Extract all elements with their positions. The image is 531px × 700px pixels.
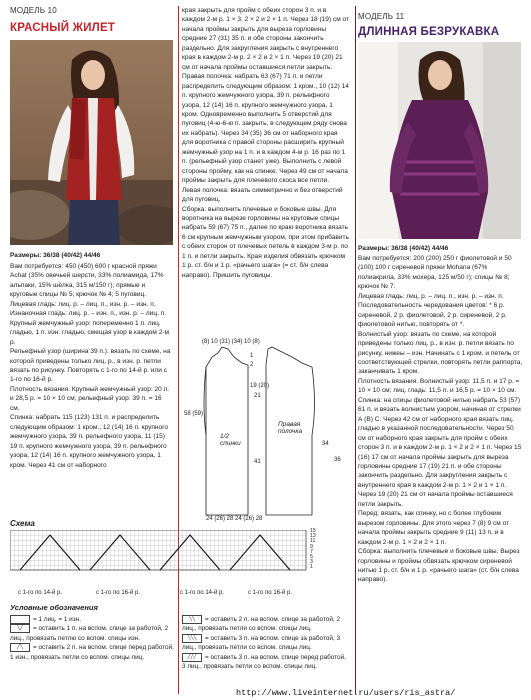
model10-materials: Вам потребуется: 450 (450) 600 г красной пряжи Achat (35% овечьей шерсти, 33% полиамида, 17% альпаки, 15% шёлка, 315 м/150 г); прямые и круговые спицы № 5; крючок № 4; 5 пуговиц.: [10, 263, 164, 299]
legend-right: [182, 615, 350, 671]
scheme-bottom-1: с 1-го по 14-й р.: [18, 590, 63, 596]
model10-left-col: [10, 262, 173, 470]
cable-symbol-2: ╱╲: [10, 643, 30, 652]
model11-stockinette: Лицевая гладь: лиц. р. – лиц. п., изн. р. – изн. п.: [358, 292, 504, 300]
model11-photo: [358, 42, 521, 239]
knit-symbol: [10, 615, 30, 624]
pattern-dim-2: 2: [250, 362, 254, 368]
row-1: 1: [310, 564, 313, 571]
model10-moss: Крупный жемчужный узор: попеременно 1 п. лиц. гладью, 1 п. изн. гладью, смещая узор в каждом 2-м р.: [10, 319, 170, 346]
model11-title: ДЛИННАЯ БЕЗРУКАВКА: [358, 26, 500, 38]
model10-right-front: Правая полочка: набрать 63 (67) 71 п. и петли распределить следующим образом: 1 кром., 10 (12) 14 п. крупного жемчужного узора, 39 п. рельефного узора, 12 (14) 16 п. крупного жемчужного узора, 1 кром. Одновременно выполнить 5 отверстий для пуговиц (4-ю-6-ю п. закрыть, в следующем ряду снова их набрать). Через 34 (35) 36 см от наборного края для воротника с правой стороны расширить крупный жемчужный узор на 1 п. и в каждом 4-м р. 16 раз по 1 п. (рельефный узор станет уже). Выполнить с левой стороны пройму, как на спинке. Через 49 см от начала проймы закрыть для плечевого скоса все петли.: [182, 73, 349, 185]
pattern-top-label: (8) 10 (31) (34) 10 (8): [202, 339, 260, 345]
model10-sizes-text: Размеры: 36/38 (40/42) 44/46: [10, 252, 101, 259]
scheme-bottom-3: с 1-го по 14-й р.: [180, 590, 225, 596]
model11-vline: [355, 6, 356, 694]
scheme-title: Схема: [10, 519, 35, 528]
pattern-dim-8: 36: [334, 457, 341, 463]
model10-reverse: Изнаночная гладь: лиц. р. – изн. п., изн. р. – лиц. п.: [10, 310, 167, 318]
legend-left: [10, 615, 175, 662]
model11-assembly: Сборка: выполнить плечевые и боковые швы. Вырез горловины и проймы обвязать крючком сиреневой нитью 1 р. ст. б/н и 1 р. «рачьего шага» (ст. б/н слева направо).: [358, 548, 520, 584]
row-9: 9: [310, 543, 313, 550]
pattern-dim-3: 19 (20): [250, 383, 270, 389]
pattern-diagram: [182, 335, 350, 525]
model11-label: МОДЕЛЬ 11: [358, 12, 405, 21]
footer-url[interactable]: http://www.liveinternet.ru/users/ris_astra/: [236, 688, 456, 698]
row-3: 3: [310, 559, 313, 566]
model11-sizes: [358, 244, 523, 253]
scheme-row-numbers: [310, 529, 324, 571]
model11-col: [358, 254, 523, 585]
row-5: 5: [310, 554, 313, 561]
pattern-dim-6: 41: [254, 459, 261, 465]
row-11: 11: [310, 538, 316, 545]
cable-symbol-1: ╲╱: [10, 624, 30, 633]
scheme-chart: [10, 530, 310, 572]
pattern-dim-4: 21: [254, 393, 261, 399]
model11-gauge: Плотность вязания. Волнистый узор: 11,5 п. и 17 р. = 10 × 10 см; лиц. гладь: 11,5 п. и 16,5 р. = 10 × 10 см.: [358, 377, 520, 395]
model11-back: Спинка: на спицы фиолетовой нитью набрать 53 (57) 61 п. и вязать волнистым узором, начиная от стрелки А (В) С. Через 42 см от наборного края вязать лиц. гладью в указанной последовательности. Через 50 см от наборного края закрыть для пройм с обеих сторон 3 п. и в каждом 2-м р. 1 × 2 и 2 × 1 п. Через 15 (16) 17 см от начала проймы закрыть для выреза горловины средние 17 (19) 21 п. и обе стороны закончить раздельно. Для закругления закрыть с внутреннего края в каждом 2-м р. 1 × 2 и 1 × 1 п. Через 19 (20) 21 см от начала проймы оставшиеся петли закрыть.: [358, 396, 522, 508]
model10-sizes: [10, 251, 173, 260]
model11-front: Перед: вязать, как спинку, но с более глубоким вырезом горловины. Для этого через 7 (8) 9 см от начала проймы закрыть средние 9 (11) 13 п. и в каждом 2-м р. 1 × 2 и 2 × 1 п.: [358, 510, 510, 546]
model10-back-cont: края закрыть для пройм с обеих сторон 3 п. и в каждом 2-м р. 1 × 3, 2 × 2 и 2 × 1 п. Через 18 (19) см от начала проймы закрыть для выреза горловины средние 27 (31) 35 п. и обе стороны закончить раздельно. Для закругления закрыть с внутреннего края в каждом 2-м р. 2 × 2 и 2 × 1 п. Через 19 (20) 21 см от начала проймы оставшиеся петли закрыть.: [182, 7, 350, 71]
cable-symbol-5: ╱╱╱: [182, 653, 202, 662]
model10-assembly: Сборка: выполнить плечевые и боковые швы. Для воротника на вырезе горловины на круговые спицы набрать 59 (67) 75 п., далее по краю воротника вязать 6 см крупным жемчужным узором, при этом прибавить с обеих сторон от плечевых петель в каждом 3-м р. по 1 п. и петли закрыть. Края изделия обвязать крючком 1 р. ст. б/н и 1 р. «рачьего шага» (= ст. б/н слева направо). Пришить пуговицы.: [182, 205, 349, 279]
model10-relief: Рельефный узор (ширина 39 п.): вязать по схеме, на которой приведены только лиц. р., в изн. р. петли вязать по рисунку. Повторять с 1-го по 14-й р. или с 1-го по 16-й р.: [10, 348, 171, 384]
model10-photo: [10, 40, 173, 245]
cable-symbol-3: ╲╲: [182, 615, 202, 624]
pattern-dim-1: 1: [250, 353, 254, 359]
row-7: 7: [310, 548, 313, 555]
row-13: 13: [310, 533, 316, 540]
legend-right-3: = оставить 3 п. на вспом. спице перед работой, 3 лиц., провязать петли со вспом. спицы лиц.: [182, 653, 346, 671]
pattern-dim-5: 58 (59): [184, 411, 204, 417]
scheme-bottom-2: с 1-го по 16-й р.: [96, 590, 141, 596]
pattern-front-label: Правая полочка: [278, 421, 303, 435]
pattern-back-label: 1/2 спинки: [220, 433, 241, 447]
scheme-bottom-4: с 1-го по 16-й р.: [248, 590, 293, 596]
pattern-dim-7: 34: [322, 441, 329, 447]
legend-title: Условные обозначения: [10, 603, 98, 612]
model10-gauge: Плотность вязания. Крупный жемчужный узор: 20 п. и 28,5 р. = 10 × 10 см; рельефный узор: 39 п. = 16 см.: [10, 385, 169, 412]
model10-label: МОДЕЛЬ 10: [10, 6, 57, 15]
model10-back: Спинка: набрать 115 (123) 131 п. и распределить следующим образом: 1 кром., 12 (14) 16 п. крупного жемчужного узора, 39 п. рельефного узора, 11 (15) 19 п. крупного жемчужного узора, 39 п. рельефного узора, 12 (14) 16 п. крупного жемчужного узора, 1 кром. Через 41 см от наборного: [10, 414, 169, 469]
model11-colors: Последовательность чередования цветов: * 6 р. сиреневой, 2 р. фиолетовой, 2 р. сиреневой, 2 р. фиолетовой нитью, повторять от *.: [358, 302, 507, 329]
legend-left-1: = 1 лиц. = 1 изн.: [33, 616, 81, 624]
legend-right-1: = оставить 2 п. на вспом. спице за работой, 2 лиц., провязать петли со вспом. спицы лиц.: [182, 616, 341, 633]
model11-materials: Вам потребуется: 200 (200) 250 г фиолетовой и 50 (100) 100 г сиреневой пряжи Mohana (67% полиакрила, 33% мохера, 125 м/50 г); спицы № 8; крючок № 7.: [358, 255, 512, 291]
legend-right-2: = оставить 3 п. на вспом. спице за работой, 3 лиц., провязать петли со вспом. спицы лиц.: [182, 634, 341, 652]
model10-stockinette: Лицевая гладь: лиц. р. – лиц. п., изн. р. – изн. п.: [10, 300, 156, 308]
model10-title: КРАСНЫЙ ЖИЛЕТ: [10, 22, 116, 34]
legend-left-3: = оставить 2 п. на вспом. спице перед работой, 1 изн., провязать петли со вспом. спицы лиц.: [10, 644, 174, 661]
model11-wave: Волнистый узор: вязать по схеме, на которой приведены только лиц. р., в изн. р. петли вязать по рисунку, нижеы – изн. Начинать с 1 кром. и петель от соответствующей стрелки, повторять петли раппорта, заканчивать 1 кром.: [358, 330, 523, 376]
model11-sizes-text: Размеры: 36/38 (40/42) 44/46: [358, 245, 449, 252]
legend-left-2: = оставить 1 п. на вспом. спице за работой, 2 лиц., провязать петлю со вспом. спицы изн.: [10, 625, 169, 642]
model10-left-front: Левая полочка: вязать симметрично и без отверстий для пуговиц.: [182, 186, 343, 204]
model10-right-col: [182, 6, 350, 280]
cable-symbol-4: ╲╲╲: [182, 634, 202, 643]
row-15: 15: [310, 528, 316, 534]
pattern-bottom-label: 24 (26) 28 24 (26) 28: [206, 516, 263, 522]
model10-vline: [178, 6, 179, 694]
